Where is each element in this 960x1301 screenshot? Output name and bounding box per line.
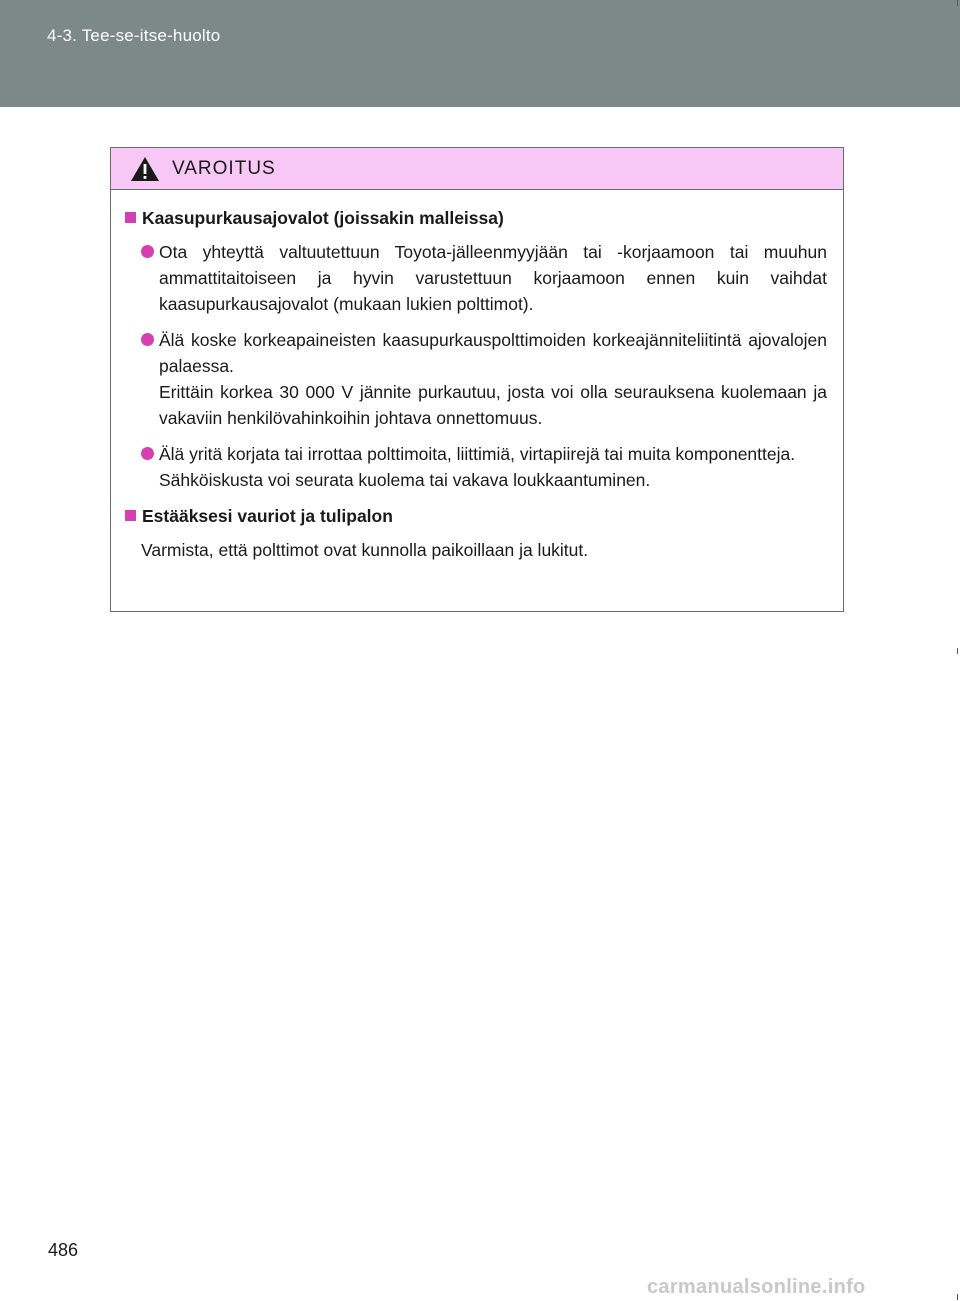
round-bullet-icon bbox=[141, 333, 154, 346]
list-item bbox=[121, 441, 827, 493]
watermark: carmanualsonline.info bbox=[647, 1276, 866, 1298]
header-band bbox=[0, 0, 960, 107]
paragraph: Varmista, että polttimot ovat kunnolla paikoillaan ja lukitut. bbox=[141, 540, 589, 560]
section-heading bbox=[121, 205, 827, 231]
list-item bbox=[121, 239, 827, 317]
warning-header bbox=[111, 148, 843, 190]
heading-text: Estääksesi vauriot ja tulipalon bbox=[142, 506, 393, 526]
square-bullet-icon bbox=[125, 212, 136, 223]
list-item bbox=[121, 327, 827, 431]
heading-text: Kaasupurkausajovalot (joissakin malleissa) bbox=[142, 208, 504, 228]
round-bullet-icon bbox=[141, 447, 154, 460]
warning-triangle-icon bbox=[130, 156, 160, 182]
page-number: 486 bbox=[48, 1240, 79, 1260]
crop-mark bbox=[957, 1294, 958, 1300]
paragraph: Erittäin korkea 30 000 V jännite purkautuu, josta voi olla seurauksena kuolemaan ja vakaviin henkilövahinkoihin johtava onnettomuus. bbox=[159, 382, 827, 428]
section-title: 4-3. Tee-se-itse-huolto bbox=[47, 26, 221, 45]
warning-body bbox=[111, 190, 843, 563]
crop-mark bbox=[957, 0, 958, 6]
paragraph: Älä yritä korjata tai irrottaa polttimoita, liittimiä, virtapiirejä tai muita komponentteja. bbox=[159, 444, 796, 464]
square-bullet-icon bbox=[125, 510, 136, 521]
crop-mark bbox=[957, 648, 958, 654]
paragraph: Ota yhteyttä valtuutettuun Toyota-jälleenmyyjään tai -korjaamoon tai muuhun ammattitaitoiseen ja hyvin varustettuun korjaamoon ennen kuin vaihdat kaasupurkausajovalot (mukaan lukien polttimot). bbox=[159, 242, 827, 314]
paragraph: Älä koske korkeapaineisten kaasupurkauspolttimoiden korkeajänniteliitintä ajovalojen palaessa. bbox=[159, 330, 827, 376]
section-heading bbox=[121, 503, 827, 529]
round-bullet-icon bbox=[141, 245, 154, 258]
warning-title: VAROITUS bbox=[172, 157, 276, 179]
paragraph: Sähköiskusta voi seurata kuolema tai vakava loukkaantuminen. bbox=[159, 470, 651, 490]
warning-box bbox=[110, 147, 844, 612]
